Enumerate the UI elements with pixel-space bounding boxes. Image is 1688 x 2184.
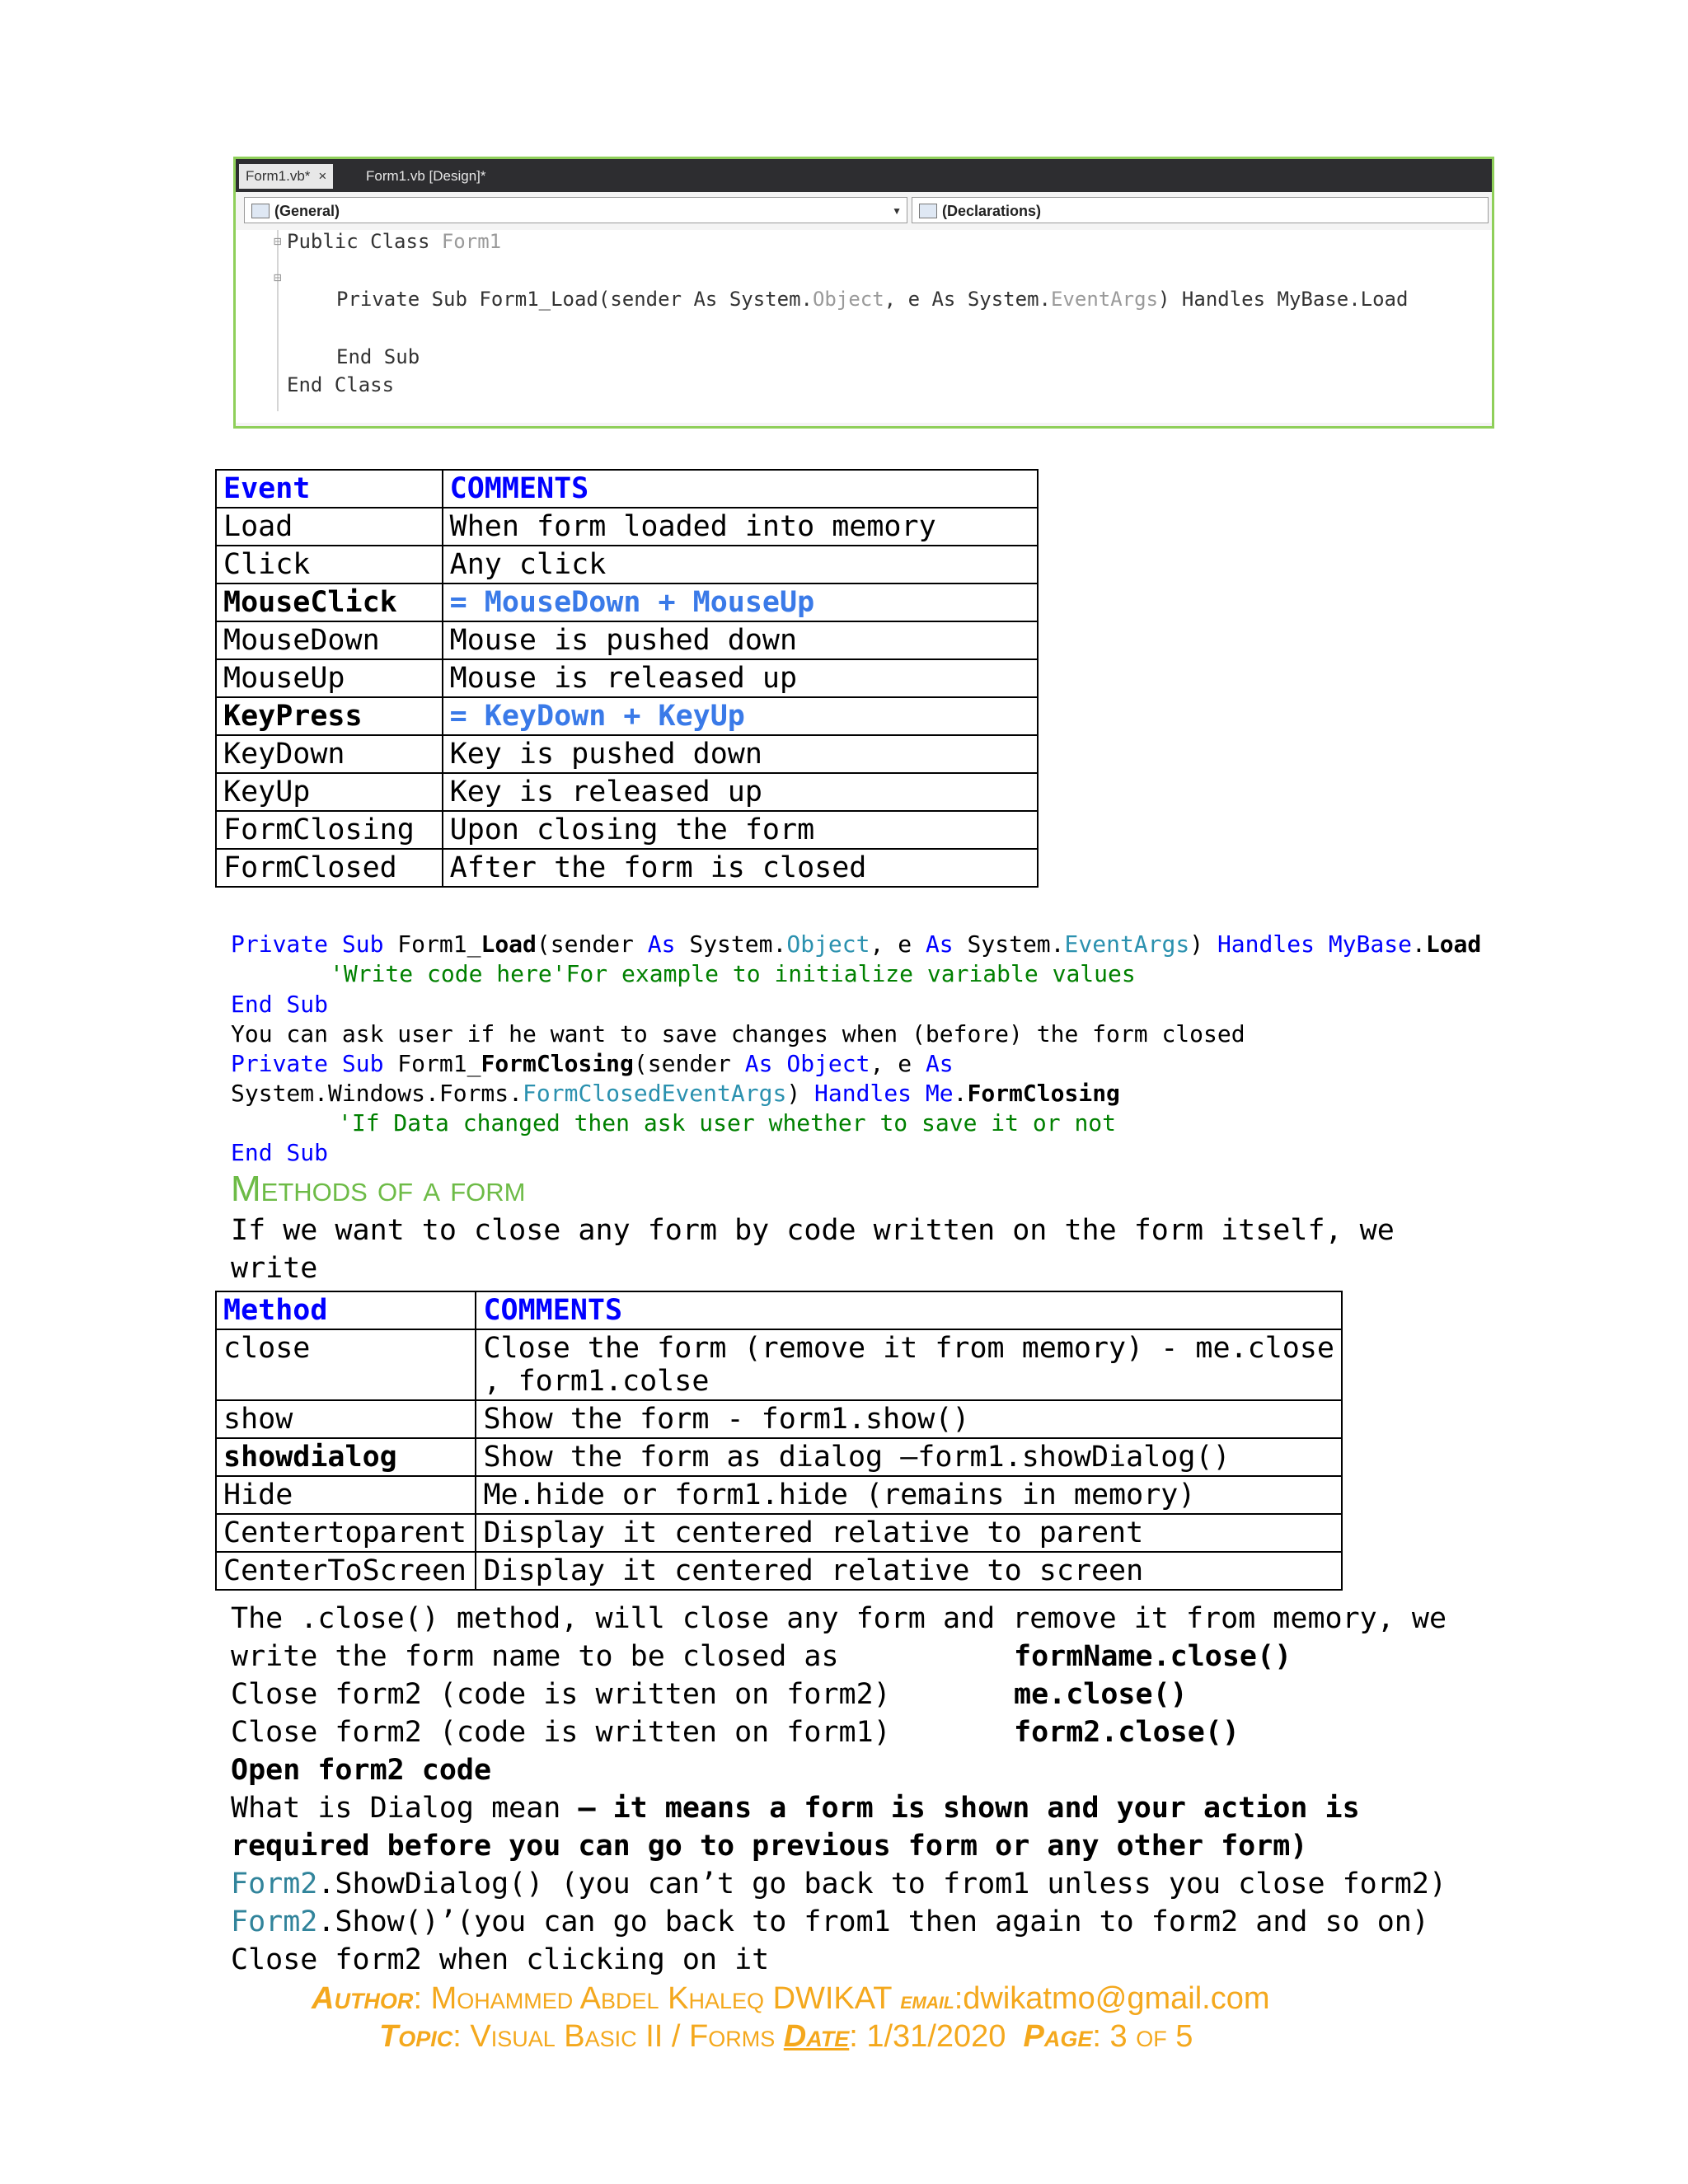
method-comment: Me.hide or form1.hide (remains in memory) <box>476 1476 1342 1514</box>
footer-author: Author: Mohammed Abdel Khaleq DWIKAT email:dwikatmo@gmail.com <box>312 1981 1270 2016</box>
body-text: If we want to close any form by code written on the form itself, we <box>231 1214 1395 1247</box>
body-text: Form2.ShowDialog() (you can’t go back to from1 unless you close form2) <box>231 1868 1447 1900</box>
body-text: The .close() method, will close any form and remove it from memory, we <box>231 1602 1447 1635</box>
body-text: required before you can go to previous form or any other form) <box>231 1830 1308 1863</box>
method-comment: Show the form as dialog –form1.showDialog() <box>476 1438 1342 1476</box>
footer-topic: Topic: Visual Basic II / Forms Date: 1/31/2020 Page: 3 of 5 <box>379 2019 1193 2054</box>
table-row <box>216 1514 1342 1552</box>
code-line: Private Sub Form1_Load(sender As System.Object, e As System.EventArgs) Handles MyBase.Load <box>231 930 1482 958</box>
event-name: MouseDown <box>216 621 443 659</box>
tab-form1-design[interactable]: Form1.vb [Design]* <box>366 168 486 184</box>
events-table <box>215 469 1039 888</box>
method-name: Centertoparent <box>216 1514 476 1552</box>
class-icon <box>251 204 270 218</box>
body-text: write <box>231 1252 318 1285</box>
table-row <box>216 546 1038 583</box>
body-text: What is Dialog mean – it means a form is shown and your action is <box>231 1792 1360 1825</box>
table-row <box>216 849 1038 887</box>
method-comment: Close the form (remove it from memory) - me.close , form1.colse <box>476 1329 1342 1400</box>
code-snippet: me.close() <box>1014 1678 1188 1711</box>
method-name: show <box>216 1400 476 1438</box>
event-name: KeyPress <box>216 697 443 735</box>
table-row <box>216 697 1038 735</box>
table-header-row <box>216 470 1038 508</box>
table-row <box>216 773 1038 811</box>
event-comment: Upon closing the form <box>443 811 1038 849</box>
method-name: showdialog <box>216 1438 476 1476</box>
code-line: End Class <box>287 373 395 396</box>
code-line: End Sub <box>336 345 420 368</box>
code-comment: 'Write code here'For example to initialize variable values <box>330 960 1136 987</box>
table-row <box>216 583 1038 621</box>
editor-gutter <box>277 230 279 411</box>
table-row <box>216 508 1038 546</box>
method-name: close <box>216 1329 476 1400</box>
event-comment: Key is released up <box>443 773 1038 811</box>
table-row <box>216 1476 1342 1514</box>
event-comment: = KeyDown + KeyUp <box>443 697 1038 735</box>
table-row <box>216 735 1038 773</box>
event-name: Load <box>216 508 443 546</box>
section-heading: Methods of a form <box>231 1169 526 1209</box>
close-icon[interactable]: × <box>318 168 327 184</box>
event-name: MouseUp <box>216 659 443 697</box>
table-row <box>216 621 1038 659</box>
header-event: Event <box>216 470 443 508</box>
method-name: Hide <box>216 1476 476 1514</box>
body-text: Close form2 (code is written on form1) <box>231 1716 891 1749</box>
event-comment: = MouseDown + MouseUp <box>443 583 1038 621</box>
table-row <box>216 811 1038 849</box>
method-icon <box>919 204 937 218</box>
event-comment: Mouse is released up <box>443 659 1038 697</box>
code-line: Public Class Form1 <box>287 230 502 253</box>
event-comment: After the form is closed <box>443 849 1038 887</box>
editor-tab-bar <box>236 159 1492 192</box>
header-comments: COMMENTS <box>443 470 1038 508</box>
body-text: Form2.Show()’(you can go back to from1 then again to form2 and so on) <box>231 1905 1429 1938</box>
declarations-combo[interactable]: (Declarations) <box>912 197 1489 223</box>
code-editor[interactable] <box>236 230 1492 423</box>
collapse-icon[interactable]: ⊟ <box>274 269 282 285</box>
body-text: You can ask user if he want to save changes when (before) the form closed <box>231 1020 1245 1047</box>
event-comment: Any click <box>443 546 1038 583</box>
method-comment: Display it centered relative to parent <box>476 1514 1342 1552</box>
header-comments: COMMENTS <box>476 1291 1342 1329</box>
event-name: FormClosed <box>216 849 443 887</box>
code-line: System.Windows.Forms.FormClosedEventArgs) Handles Me.FormClosing <box>231 1080 1120 1107</box>
ide-screenshot <box>233 157 1494 429</box>
code-snippet: form2.close() <box>1014 1716 1240 1749</box>
code-line: End Sub <box>231 1139 329 1166</box>
code-line: Private Sub Form1_Load(sender As System.Object, e As System.EventArgs) Handles MyBase.Load <box>336 288 1409 311</box>
event-name: FormClosing <box>216 811 443 849</box>
method-comment: Show the form - form1.show() <box>476 1400 1342 1438</box>
event-name: Click <box>216 546 443 583</box>
event-comment: When form loaded into memory <box>443 508 1038 546</box>
body-text: Close form2 (code is written on form2) <box>231 1678 891 1711</box>
table-row <box>216 1438 1342 1476</box>
general-combo[interactable]: (General) ▼ <box>244 197 907 223</box>
methods-table <box>215 1291 1343 1591</box>
table-row <box>216 1400 1342 1438</box>
code-line: End Sub <box>231 991 329 1018</box>
table-header-row <box>216 1291 1342 1329</box>
event-name: KeyDown <box>216 735 443 773</box>
method-comment: Display it centered relative to screen <box>476 1552 1342 1590</box>
code-line: Private Sub Form1_FormClosing(sender As Object, e As <box>231 1050 954 1077</box>
event-name: KeyUp <box>216 773 443 811</box>
body-text: Close form2 when clicking on it <box>231 1943 770 1976</box>
table-row <box>216 659 1038 697</box>
subheading: Open form2 code <box>231 1754 492 1787</box>
code-snippet: formName.close() <box>1014 1640 1292 1673</box>
header-method: Method <box>216 1291 476 1329</box>
event-comment: Mouse is pushed down <box>443 621 1038 659</box>
collapse-icon[interactable]: ⊟ <box>274 233 282 249</box>
chevron-down-icon[interactable]: ▼ <box>892 205 902 217</box>
code-comment: 'If Data changed then ask user whether to save it or not <box>338 1109 1117 1137</box>
event-name: MouseClick <box>216 583 443 621</box>
tab-form1-code[interactable]: Form1.vb* × <box>239 164 333 189</box>
table-row <box>216 1329 1342 1400</box>
table-row <box>216 1552 1342 1590</box>
method-name: CenterToScreen <box>216 1552 476 1590</box>
event-comment: Key is pushed down <box>443 735 1038 773</box>
body-text: write the form name to be closed as <box>231 1640 839 1673</box>
